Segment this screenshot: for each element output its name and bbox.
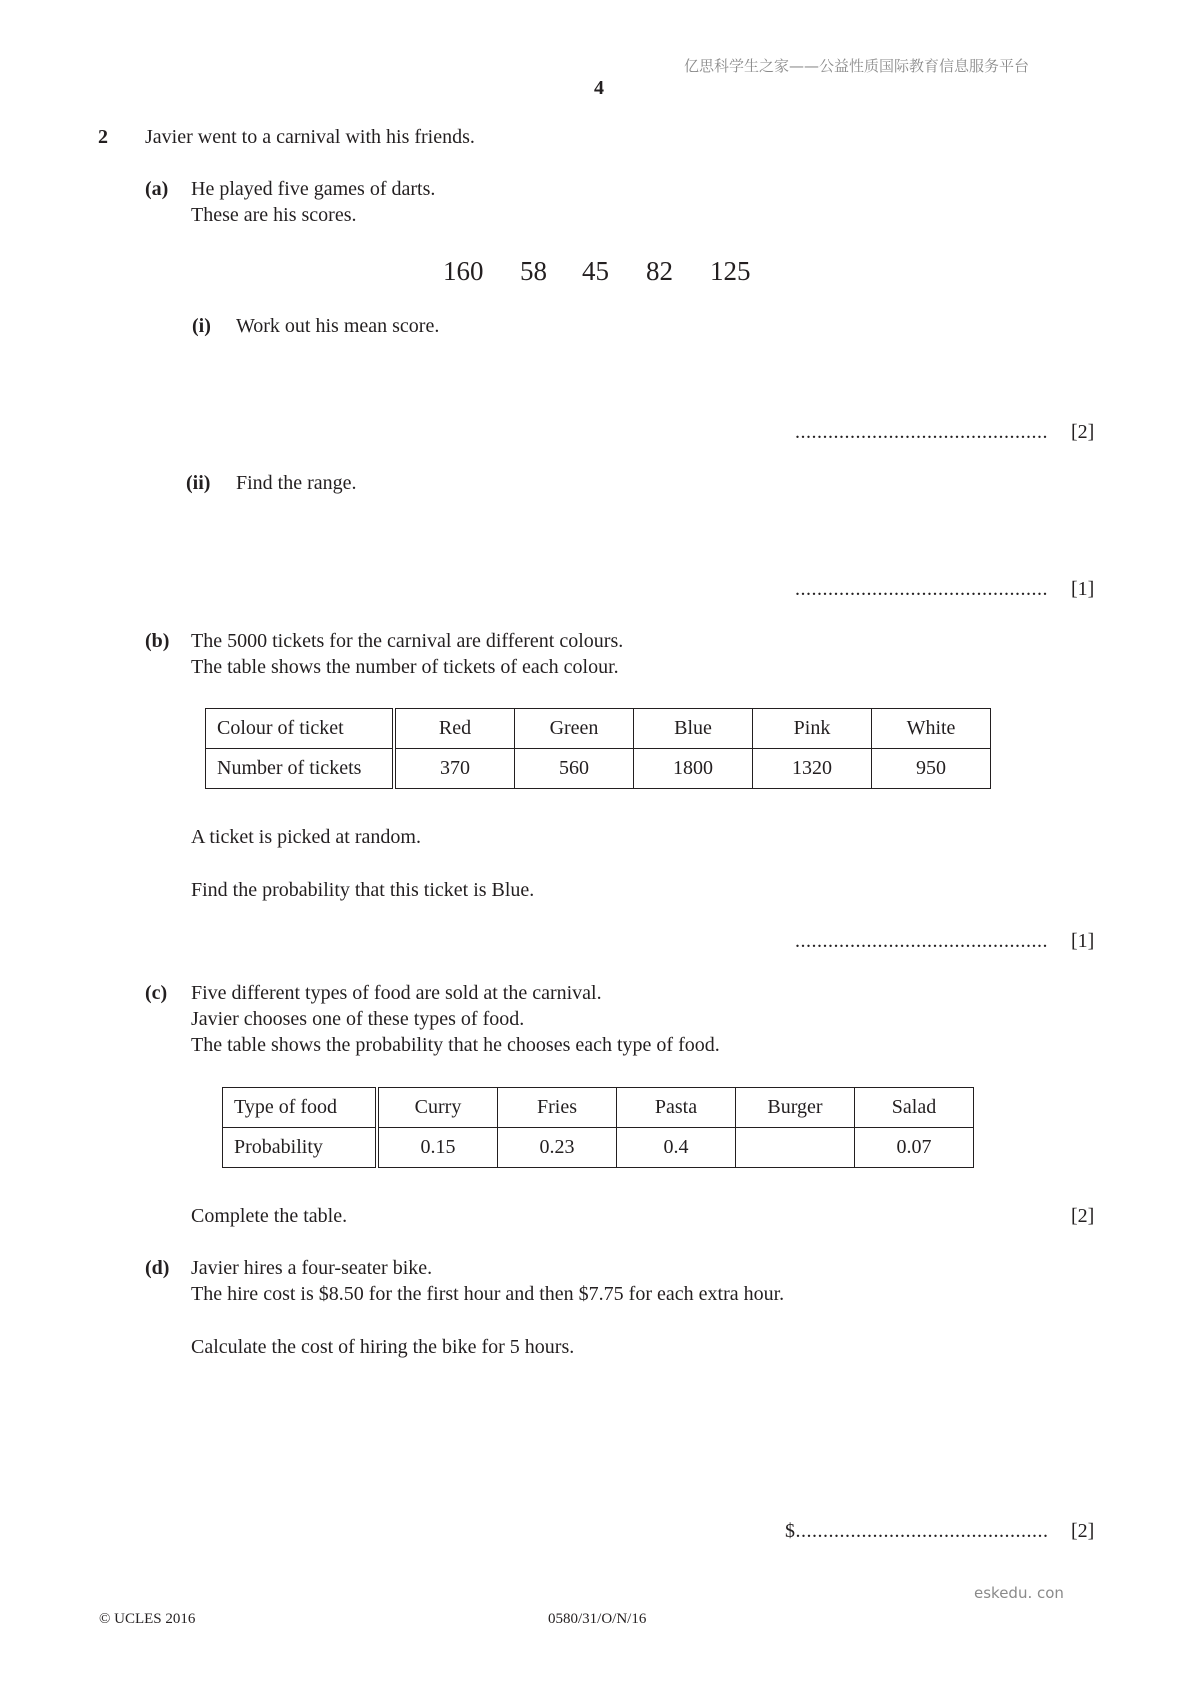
score-4: 82 — [646, 256, 673, 286]
page-number: 4 — [594, 77, 604, 99]
ticket-colour-cell: Blue — [634, 709, 753, 749]
ticket-table-header-colour: Colour of ticket — [206, 709, 395, 749]
ticket-table-row-count — [206, 749, 991, 789]
food-type-cell: Pasta — [617, 1088, 736, 1128]
ticket-count-cell: 1320 — [753, 749, 872, 789]
part-b-line3: A ticket is picked at random. — [191, 826, 421, 848]
part-d-marks: [2] — [1071, 1520, 1095, 1542]
part-c-marks: [2] — [1071, 1205, 1095, 1227]
part-a-i-label: (i) — [192, 315, 211, 337]
part-b-line2: The table shows the number of tickets of each colour. — [191, 656, 619, 678]
food-probability-cell: 0.23 — [498, 1128, 617, 1168]
part-d-line1: Javier hires a four-seater bike. — [191, 1257, 433, 1279]
footer-copyright: © UCLES 2016 — [99, 1611, 196, 1627]
footer-code: 0580/31/O/N/16 — [548, 1611, 647, 1627]
part-b-line1: The 5000 tickets for the carnival are different colours. — [191, 630, 624, 652]
food-table-header-type: Type of food — [223, 1088, 378, 1128]
watermark-top: 亿思科学生之家——公益性质国际教育信息服务平台 — [684, 57, 1030, 75]
score-3: 45 — [582, 256, 609, 286]
part-a-i-text: Work out his mean score. — [236, 315, 440, 337]
part-c-label: (c) — [145, 982, 168, 1004]
ticket-colour-cell: Red — [394, 709, 515, 749]
part-a-ii-label: (ii) — [186, 472, 211, 494]
score-5: 125 — [710, 256, 751, 286]
food-probability-cell: 0.07 — [855, 1128, 974, 1168]
part-d-label: (d) — [145, 1257, 170, 1279]
ticket-colour-cell: White — [872, 709, 991, 749]
part-a-i-answer-line[interactable]: .............................................. — [795, 421, 1048, 443]
food-type-cell: Fries — [498, 1088, 617, 1128]
part-b-marks: [1] — [1071, 930, 1095, 952]
food-table-header-probability: Probability — [223, 1128, 378, 1168]
ticket-count-cell: 1800 — [634, 749, 753, 789]
part-d-line3: Calculate the cost of hiring the bike for 5 hours. — [191, 1336, 575, 1358]
part-a-line2: These are his scores. — [191, 204, 357, 226]
score-1: 160 — [443, 256, 484, 286]
part-a-ii-answer-line[interactable]: .............................................. — [795, 578, 1048, 600]
ticket-count-cell: 950 — [872, 749, 991, 789]
part-c-line2: Javier chooses one of these types of food. — [191, 1008, 525, 1030]
question-intro: Javier went to a carnival with his friends. — [145, 126, 475, 148]
watermark-bottom: eskedu. con — [974, 1584, 1064, 1602]
part-b-line4: Find the probability that this ticket is Blue. — [191, 879, 535, 901]
food-probability-cell: 0.4 — [617, 1128, 736, 1168]
food-probability-cell: 0.15 — [377, 1128, 498, 1168]
part-c-line1: Five different types of food are sold at the carnival. — [191, 982, 602, 1004]
part-a-ii-marks: [1] — [1071, 578, 1095, 600]
question-number: 2 — [98, 126, 108, 148]
part-a-ii-text: Find the range. — [236, 472, 357, 494]
part-b-answer-line[interactable]: .............................................. — [795, 930, 1048, 952]
food-table-row-probability — [223, 1128, 974, 1168]
part-a-label: (a) — [145, 178, 169, 200]
burger-probability-answer-cell[interactable] — [736, 1128, 855, 1168]
ticket-table-row-colour — [206, 709, 991, 749]
food-type-cell: Curry — [377, 1088, 498, 1128]
part-d-line2: The hire cost is $8.50 for the first hour and then $7.75 for each extra hour. — [191, 1283, 785, 1305]
ticket-table-header-count: Number of tickets — [206, 749, 395, 789]
part-c-line3: The table shows the probability that he chooses each type of food. — [191, 1034, 720, 1056]
score-2: 58 — [520, 256, 547, 286]
ticket-colour-cell: Pink — [753, 709, 872, 749]
ticket-count-cell: 370 — [394, 749, 515, 789]
ticket-table — [205, 708, 991, 789]
ticket-colour-cell: Green — [515, 709, 634, 749]
food-table-row-type — [223, 1088, 974, 1128]
food-type-cell: Burger — [736, 1088, 855, 1128]
food-table — [222, 1087, 974, 1168]
ticket-count-cell: 560 — [515, 749, 634, 789]
part-d-answer-line[interactable]: $.............................................. — [785, 1520, 1049, 1542]
part-c-instruction: Complete the table. — [191, 1205, 348, 1227]
part-b-label: (b) — [145, 630, 170, 652]
food-type-cell: Salad — [855, 1088, 974, 1128]
part-a-line1: He played five games of darts. — [191, 178, 436, 200]
part-a-i-marks: [2] — [1071, 421, 1095, 443]
